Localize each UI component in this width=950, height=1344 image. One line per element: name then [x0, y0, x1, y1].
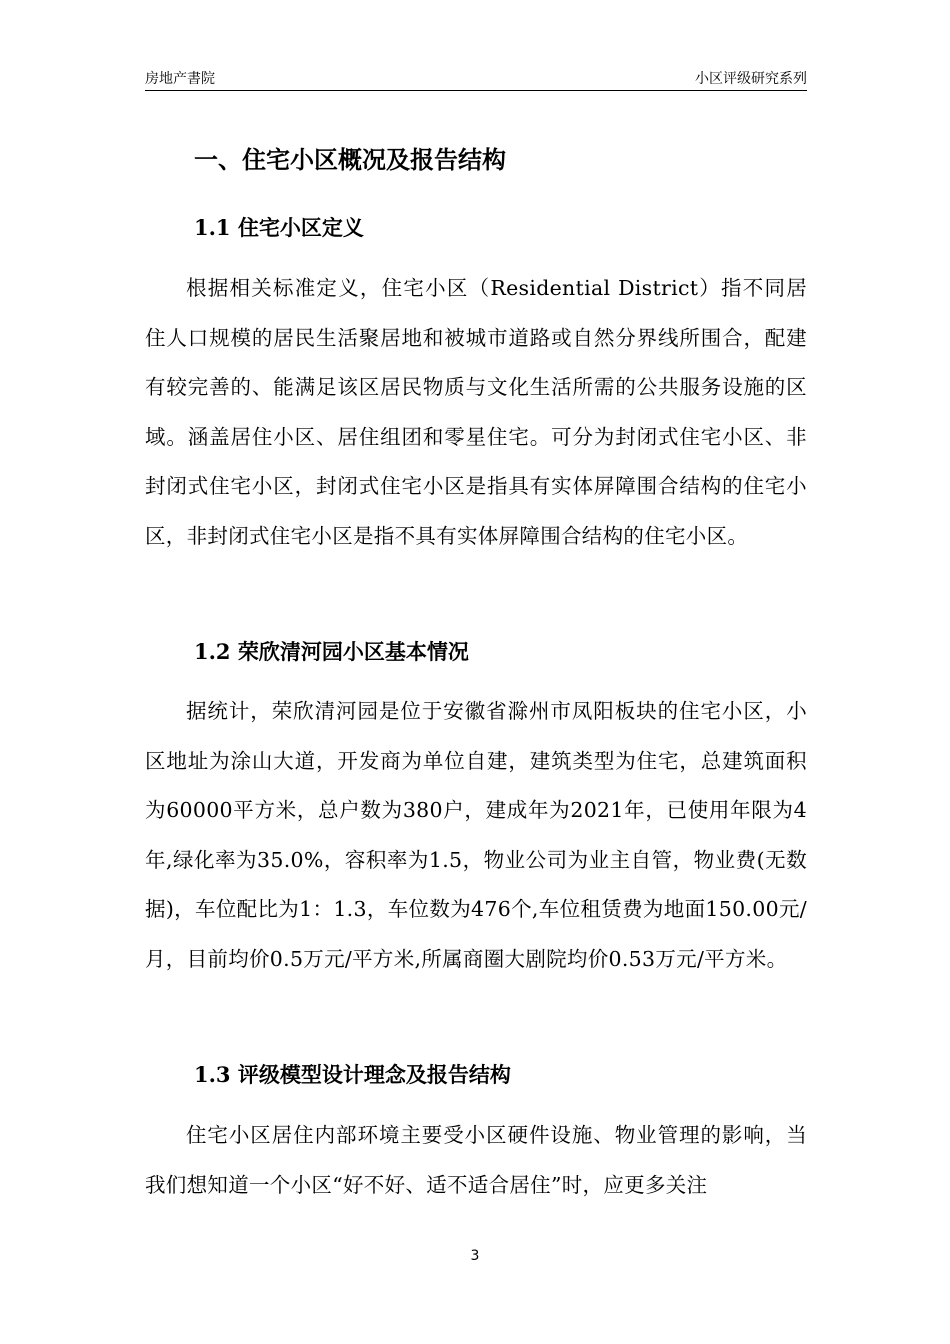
- header-series-title: 小区评级研究系列: [695, 71, 807, 87]
- section-paragraph-1-2: 据统计，荣欣清河园是位于安徽省滁州市凤阳板块的住宅小区，小区地址为涂山大道，开发商为单位自建，建筑类型为住宅，总建筑面积为60000平方米，总户数为380户，建成年为2021年，已使用年限为4年,绿化率为35.0%，容积率为1.5，物业公司为业主自管，物业费(无数据)，车位配比为1：1.3，车位数为476个,车位租赁费为地面150.00元/月，目前均价0.5万元/平方米,所属商圈大剧院均价0.53万元/平方米。: [145, 699, 807, 971]
- section-heading-1-3: 1.3 评级模型设计理念及报告结构: [194, 1062, 511, 1087]
- section-heading-1-1: 1.1 住宅小区定义: [194, 215, 364, 240]
- section-heading-1-2: 1.2 荣欣清河园小区基本情况: [194, 639, 469, 664]
- section-paragraph-1-1: 根据相关标准定义，住宅小区（Residential District）指不同居住人口规模的居民生活聚居地和被城市道路或自然分界线所围合，配建有较完善的、能满足该区居民物质与文化生活所需的公共服务设施的区域。涵盖居住小区、居住组团和零星住宅。可分为封闭式住宅小区、非封闭式住宅小区，封闭式住宅小区是指具有实体屏障围合结构的住宅小区，非封闭式住宅小区是指不具有实体屏障围合结构的住宅小区。: [145, 276, 807, 548]
- section-paragraph-1-3: 住宅小区居住内部环境主要受小区硬件设施、物业管理的影响，当我们想知道一个小区“好不好、适不适合居住”时，应更多关注: [145, 1123, 807, 1197]
- header-publisher: 房地产書院: [145, 71, 215, 87]
- page-number: 3: [470, 1248, 480, 1264]
- page-header: [145, 62, 807, 91]
- chapter-title: 一、住宅小区概况及报告结构: [194, 145, 506, 174]
